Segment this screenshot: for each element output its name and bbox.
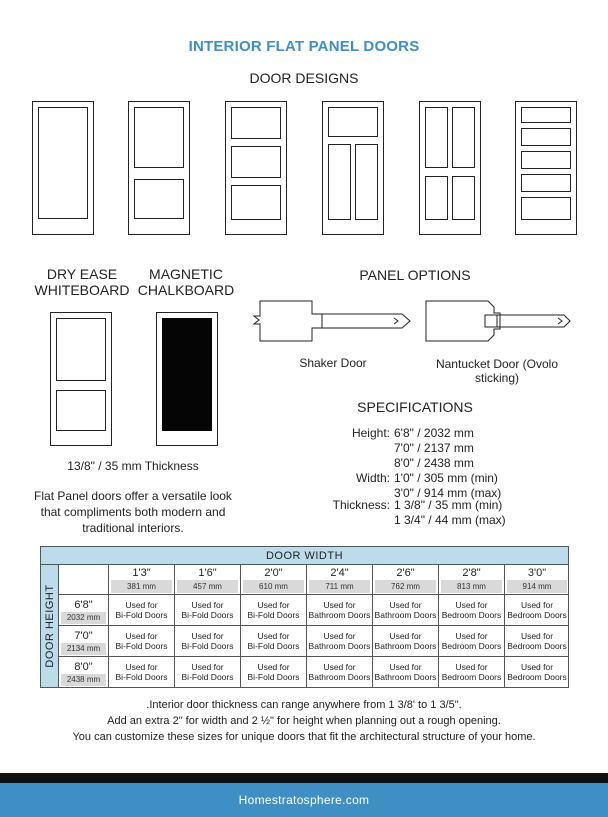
width-mm: 914 mm — [507, 580, 567, 593]
width-column-header — [505, 565, 569, 595]
door-design-1 — [32, 101, 94, 235]
used-for-text: Used for — [520, 631, 554, 641]
footnote-2: Add an extra 2" for width and 2 ½" for height when planning out a rough opening. — [107, 715, 501, 727]
table-cell — [373, 595, 439, 626]
footnote-3: You can customize these sizes for unique doors that fit the architectural structure of your home. — [72, 731, 536, 743]
width-mm: 762 mm — [375, 580, 436, 593]
door-type-text: Bathroom Doors — [308, 610, 371, 620]
table-cell — [505, 657, 569, 688]
width-column-header — [439, 565, 505, 595]
used-for-text: Used for — [125, 662, 158, 672]
door-type-text: Bi-Fold Doors — [181, 610, 234, 620]
door-type-text: Bi-Fold Doors — [247, 672, 300, 682]
table-cell — [505, 626, 569, 657]
door-size-table — [40, 546, 569, 688]
used-for-text: Used for — [257, 662, 290, 672]
height-mm: 2438 mm — [61, 674, 106, 686]
door-type-text: Bi-Fold Doors — [247, 641, 300, 651]
used-for-text: Used for — [323, 662, 356, 672]
table-corner — [59, 565, 109, 595]
spec-thickness-label: Thickness: — [332, 498, 390, 512]
door-type-text: Bi-Fold Doors — [115, 641, 168, 651]
table-cell — [109, 657, 175, 688]
dry-ease-label: DRY EASE WHITEBOARD — [34, 266, 130, 298]
used-for-text: Used for — [520, 662, 554, 672]
width-feet: 2'4" — [330, 567, 349, 579]
thickness-caption: 13/8" / 35 mm Thickness — [67, 459, 199, 473]
door-design-3 — [225, 101, 287, 235]
footer-site-link[interactable]: Homestratosphere.com — [0, 783, 608, 817]
door-type-text: Bedroom Doors — [507, 672, 567, 682]
shaker-door-caption: Shaker Door — [299, 356, 367, 370]
door-type-text: Bi-Fold Doors — [115, 672, 168, 682]
whiteboard-door — [50, 312, 112, 446]
door-design-5 — [419, 101, 481, 235]
table-cell — [307, 595, 373, 626]
door-type-text: Bathroom Doors — [374, 672, 437, 682]
table-cell — [241, 595, 307, 626]
width-column-header — [109, 565, 175, 595]
used-for-text: Used for — [191, 600, 224, 610]
used-for-text: Used for — [323, 631, 356, 641]
width-mm: 711 mm — [309, 580, 370, 593]
spec-height-values: 6'8" / 2032 mm 7'0" / 2137 mm 8'0" / 2438 mm — [394, 426, 474, 470]
nantucket-profile — [422, 298, 574, 344]
door-type-text: Bathroom Doors — [374, 641, 437, 651]
used-for-text: Used for — [455, 600, 488, 610]
spec-thickness-values: 1 3/8" / 35 mm (min) 1 3/4" / 44 mm (max) — [394, 498, 506, 527]
spec-width-values: 1'0" / 305 mm (min) 3'0" / 914 mm (max) — [394, 471, 502, 500]
table-cell — [241, 657, 307, 688]
table-cell — [373, 626, 439, 657]
table-cell — [439, 595, 505, 626]
used-for-text: Used for — [125, 600, 158, 610]
height-row-header — [59, 595, 109, 626]
height-mm: 2032 mm — [61, 612, 106, 624]
magnetic-label: MAGNETIC CHALKBOARD — [137, 266, 235, 298]
table-cell — [175, 626, 241, 657]
table-cell — [373, 657, 439, 688]
door-design-6 — [515, 101, 577, 235]
used-for-text: Used for — [191, 631, 224, 641]
height-row-header — [59, 626, 109, 657]
table-cell — [109, 626, 175, 657]
height-feet: 6'8" — [74, 599, 93, 611]
height-feet: 8'0" — [74, 661, 93, 673]
door-design-2 — [128, 101, 190, 235]
chalkboard-door — [156, 312, 218, 446]
height-mm: 2134 mm — [61, 643, 106, 655]
door-type-text: Bathroom Doors — [374, 610, 437, 620]
width-feet: 1'3" — [132, 567, 151, 579]
table-cell — [241, 626, 307, 657]
door-width-header: DOOR WIDTH — [41, 547, 568, 565]
width-column-header — [307, 565, 373, 595]
width-column-header — [241, 565, 307, 595]
width-column-header — [175, 565, 241, 595]
width-column-header — [373, 565, 439, 595]
door-type-text: Bedroom Doors — [507, 641, 567, 651]
spec-width-label: Width: — [355, 471, 390, 485]
used-for-text: Used for — [125, 631, 158, 641]
table-cell — [307, 657, 373, 688]
page-title: INTERIOR FLAT PANEL DOORS — [188, 38, 420, 55]
footer-divider — [0, 773, 608, 783]
table-cell — [307, 626, 373, 657]
door-type-text: Bi-Fold Doors — [181, 641, 234, 651]
used-for-text: Used for — [389, 662, 422, 672]
door-type-text: Bathroom Doors — [308, 641, 371, 651]
nantucket-door-caption: Nantucket Door (Ovolo sticking) — [435, 357, 559, 385]
spec-height-label: Height: — [351, 426, 390, 440]
used-for-text: Used for — [389, 600, 422, 610]
table-cell — [175, 595, 241, 626]
door-type-text: Bedroom Doors — [507, 610, 567, 620]
table-cell — [109, 595, 175, 626]
used-for-text: Used for — [455, 631, 488, 641]
used-for-text: Used for — [323, 600, 356, 610]
door-designs-heading: DOOR DESIGNS — [249, 70, 359, 86]
table-cell — [439, 626, 505, 657]
used-for-text: Used for — [257, 600, 290, 610]
door-type-text: Bi-Fold Doors — [115, 610, 168, 620]
door-type-text: Bedroom Doors — [441, 610, 502, 620]
door-design-4 — [322, 101, 384, 235]
table-cell — [439, 657, 505, 688]
panel-options-heading: PANEL OPTIONS — [359, 267, 471, 283]
door-type-text: Bedroom Doors — [441, 641, 502, 651]
width-mm: 610 mm — [243, 580, 304, 593]
width-feet: 2'8" — [462, 567, 481, 579]
used-for-text: Used for — [389, 631, 422, 641]
width-feet: 2'0" — [264, 567, 283, 579]
width-feet: 2'6" — [396, 567, 415, 579]
used-for-text: Used for — [455, 662, 488, 672]
height-feet: 7'0" — [74, 630, 93, 642]
width-feet: 3'0" — [527, 567, 547, 579]
table-cell — [175, 657, 241, 688]
width-mm: 381 mm — [111, 580, 172, 593]
door-type-text: Bathroom Doors — [308, 672, 371, 682]
width-mm: 457 mm — [177, 580, 238, 593]
used-for-text: Used for — [520, 600, 554, 610]
used-for-text: Used for — [257, 631, 290, 641]
door-type-text: Bi-Fold Doors — [247, 610, 300, 620]
table-cell — [505, 595, 569, 626]
door-height-header: DOOR HEIGHT — [41, 565, 59, 687]
shaker-profile — [252, 298, 414, 344]
door-type-text: Bi-Fold Doors — [181, 672, 234, 682]
door-type-text: Bedroom Doors — [441, 672, 502, 682]
used-for-text: Used for — [191, 662, 224, 672]
width-feet: 1'6" — [198, 567, 217, 579]
footnote-1: .Interior door thickness can range anywhere from 1 3/8' to 1 3/5". — [146, 699, 462, 711]
specifications-heading: SPECIFICATIONS — [357, 399, 473, 415]
height-row-header — [59, 657, 109, 688]
width-mm: 813 mm — [441, 580, 502, 593]
description-text: Flat Panel doors offer a versatile look that compliments both modern and traditional interiors. — [34, 489, 232, 535]
